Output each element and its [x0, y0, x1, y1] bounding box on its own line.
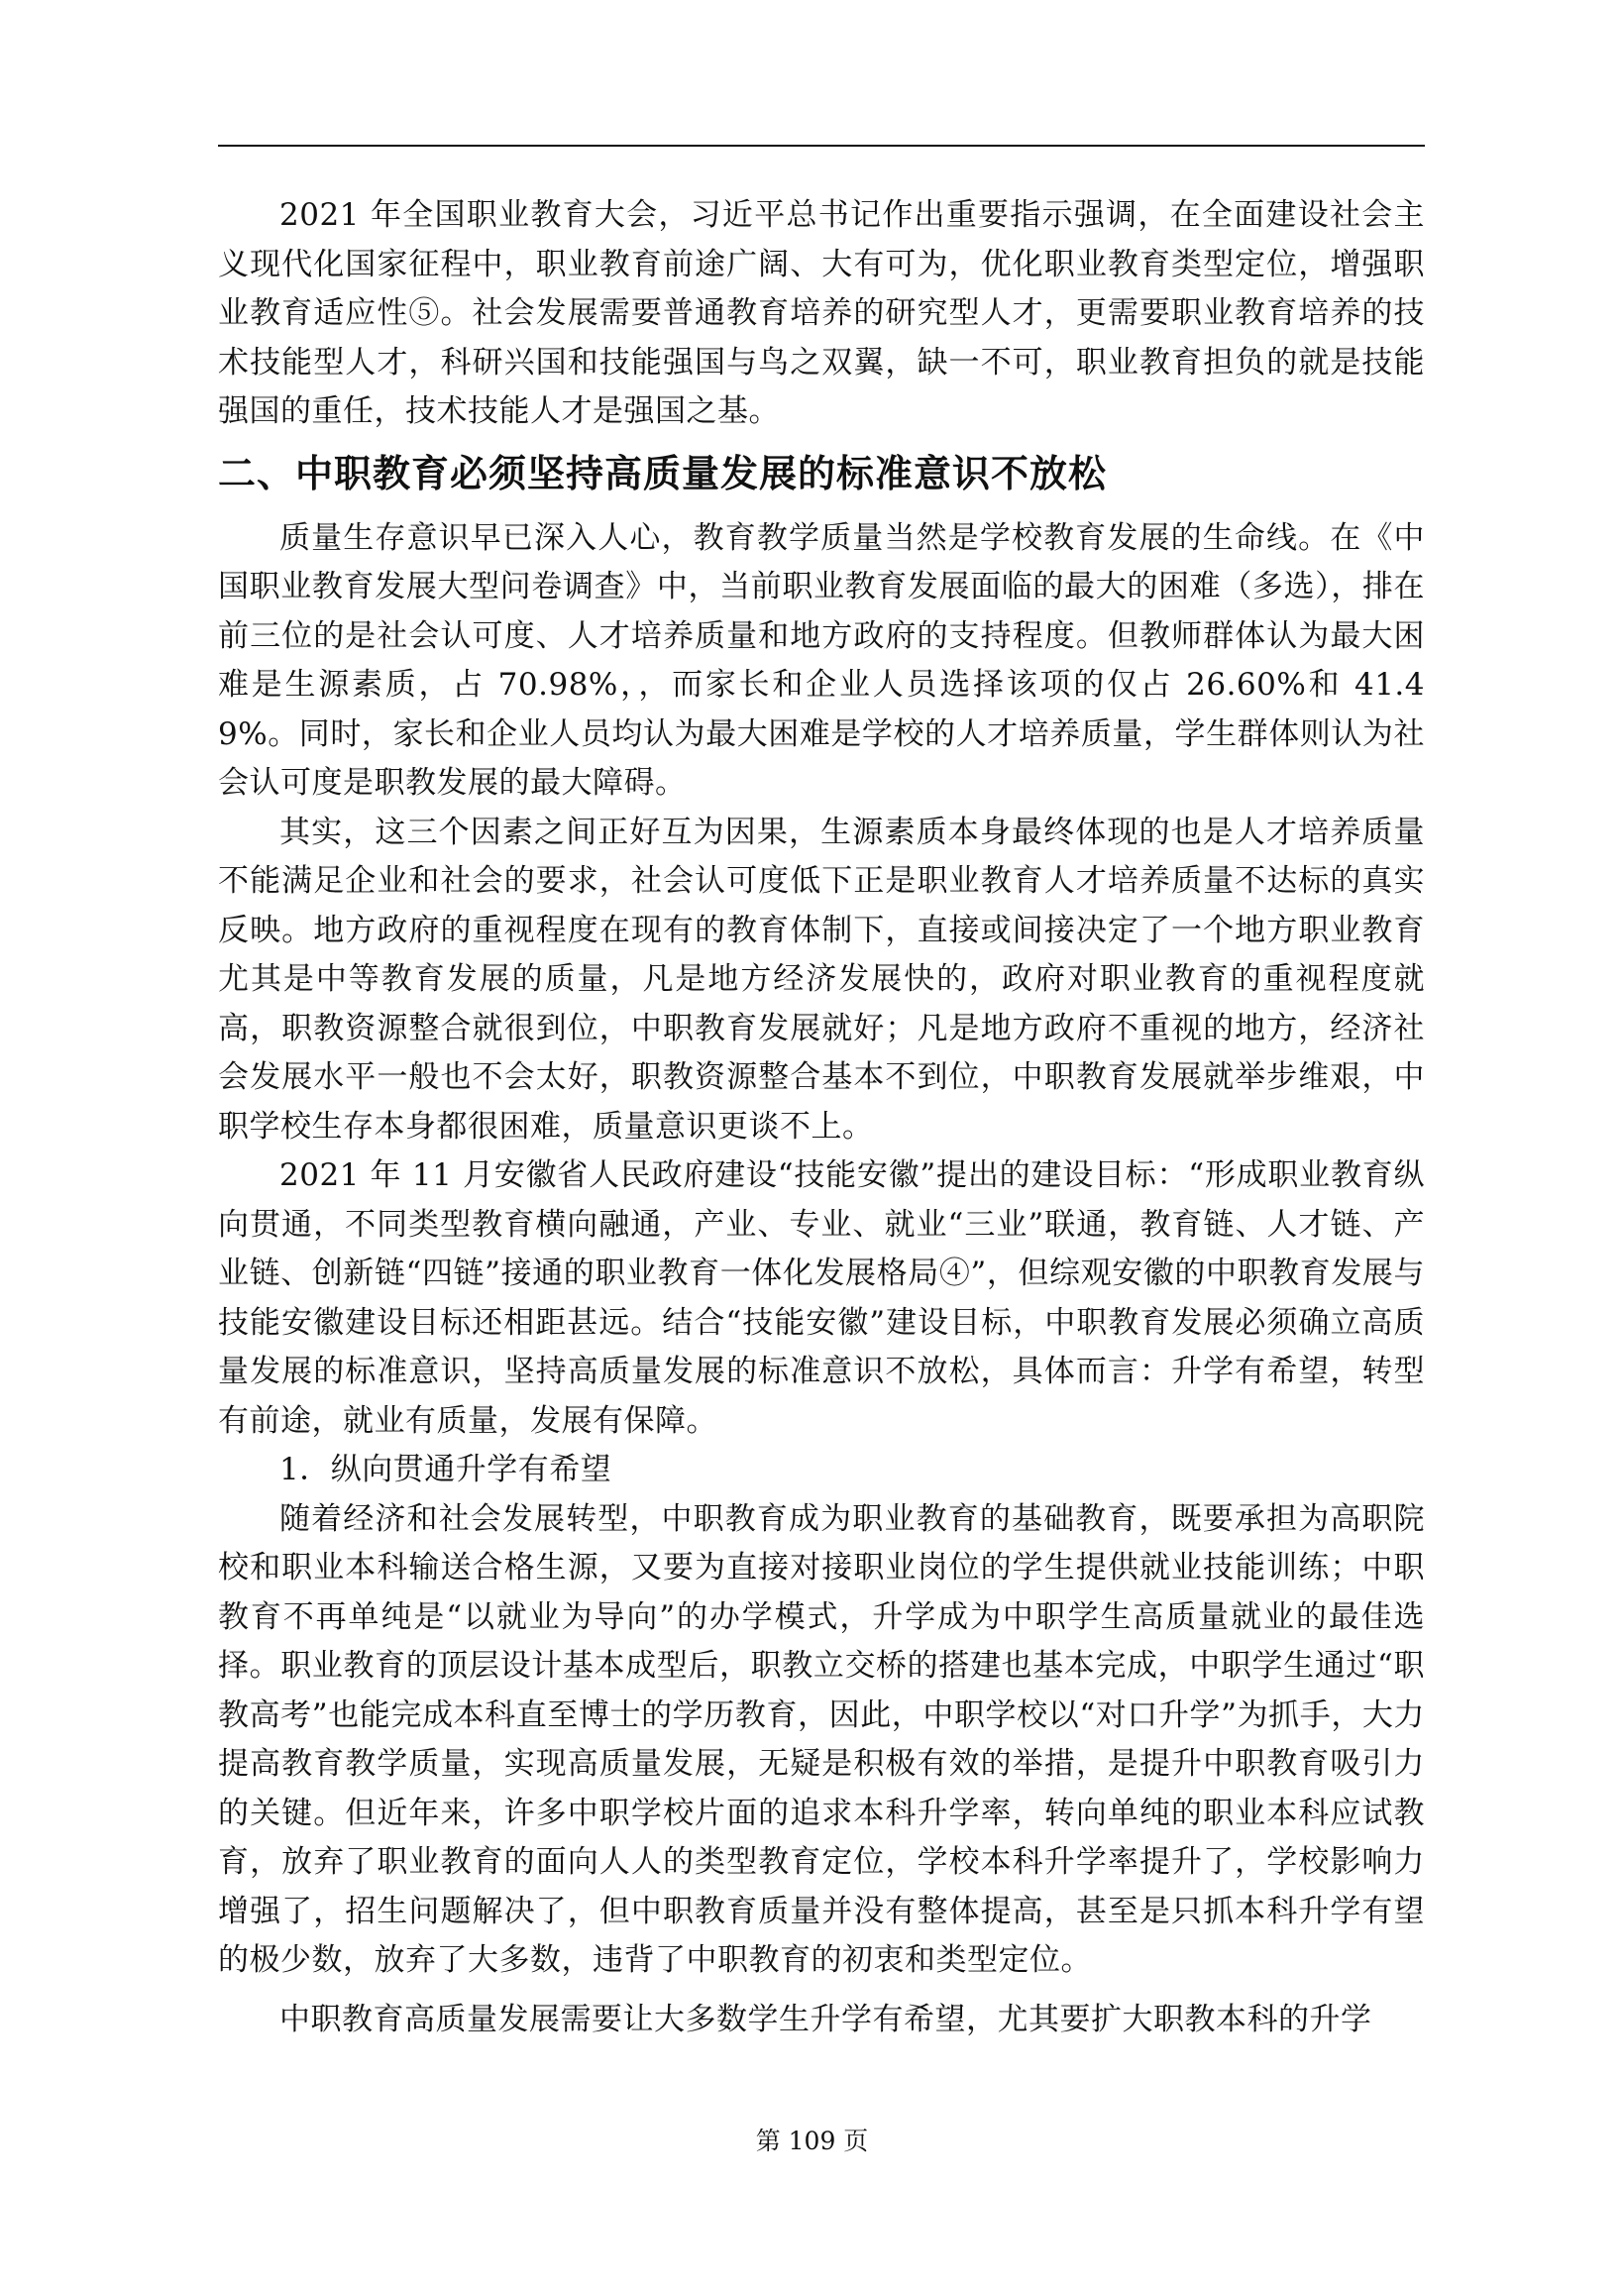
- section-heading: 二、中职教育必须坚持高质量发展的标准意识不放松: [218, 451, 1108, 495]
- body-paragraph-1: 质量生存意识早已深入人心，教育教学质量当然是学校教育发展的生命线。在《中国职业教育发展大型问卷调查》中，当前职业教育发展面临的最大的困难（多选），排在前三位的是社会认可度、人才培养质量和地方政府的支持程度。但教师群体认为最大困难是生源素质，占 70.98%，，而家长和企业人员选择该项的仅占 26.60%和 41.49%。同时，家长和企业人员均认为最大困难是学校的人才培养质量，学生群体则认为社会认可度是职教发展的最大障碍。: [218, 519, 1425, 801]
- body-paragraph-3: 2021 年 11 月安徽省人民政府建设“技能安徽”提出的建设目标：“形成职业教育纵向贯通，不同类型教育横向融通，产业、专业、就业“三业”联通，教育链、人才链、产业链、创新链“四链”接通的职业教育一体化发展格局④”，但综观安徽的中职教育发展与技能安徽建设目标还相距甚远。结合“技能安徽”建设目标，中职教育发展必须确立高质量发展的标准意识，坚持高质量发展的标准意识不放松，具体而言：升学有希望，转型有前途，就业有质量，发展有保障。: [218, 1157, 1425, 1439]
- body-paragraph-4: 随着经济和社会发展转型，中职教育成为职业教育的基础教育，既要承担为高职院校和职业本科输送合格生源，又要为直接对接职业岗位的学生提供就业技能训练；中职教育不再单纯是“以就业为导向”的办学模式，升学成为中职学生高质量就业的最佳选择。职业教育的顶层设计基本成型后，职教立交桥的搭建也基本完成，中职学生通过“职教高考”也能完成本科直至博士的学历教育，因此，中职学校以“对口升学”为抓手，大力提高教育教学质量，实现高质量发展，无疑是积极有效的举措，是提升中职教育吸引力的关键。但近年来，许多中职学校片面的追求本科升学率，转向单纯的职业本科应试教育，放弃了职业教育的面向人人的类型教育定位，学校本科升学率提升了，学校影响力增强了，招生问题解决了，但中职教育质量并没有整体提高，甚至是只抓本科升学有望的极少数，放弃了大多数，违背了中职教育的初衷和类型定位。: [218, 1500, 1425, 1978]
- subsection-heading: 1．纵向贯通升学有希望: [279, 1452, 612, 1487]
- header-rule: [218, 145, 1425, 147]
- page-number: 第 109 页: [755, 2127, 869, 2155]
- body-paragraph-5: 中职教育高质量发展需要让大多数学生升学有希望，尤其要扩大职教本科的升学: [279, 2001, 1372, 2037]
- paragraph-gap: [218, 1986, 1425, 1996]
- intro-paragraph: 2021 年全国职业教育大会，习近平总书记作出重要指示强调，在全面建设社会主义现代化国家征程中，职业教育前途广阔、大有可为，优化职业教育类型定位，增强职业教育适应性⑤。社会发展需要普通教育培养的研究型人才，更需要职业教育培养的技术技能型人才，科研兴国和技能强国与鸟之双翼，缺一不可，职业教育担负的就是技能强国的重任，技术技能人才是强国之基。: [218, 197, 1425, 429]
- body-paragraph-2: 其实，这三个因素之间正好互为因果，生源素质本身最终体现的也是人才培养质量不能满足企业和社会的要求，社会认可度低下正是职业教育人才培养质量不达标的真实反映。地方政府的重视程度在现有的教育体制下，直接或间接决定了一个地方职业教育尤其是中等教育发展的质量，凡是地方经济发展快的，政府对职业教育的重视程度就高，职教资源整合就很到位，中职教育发展就好；凡是地方政府不重视的地方，经济社会发展水平一般也不会太好，职教资源整合基本不到位，中职教育发展就举步维艰，中职学校生存本身都很困难，质量意识更谈不上。: [218, 814, 1425, 1145]
- page-content: [218, 191, 1425, 2044]
